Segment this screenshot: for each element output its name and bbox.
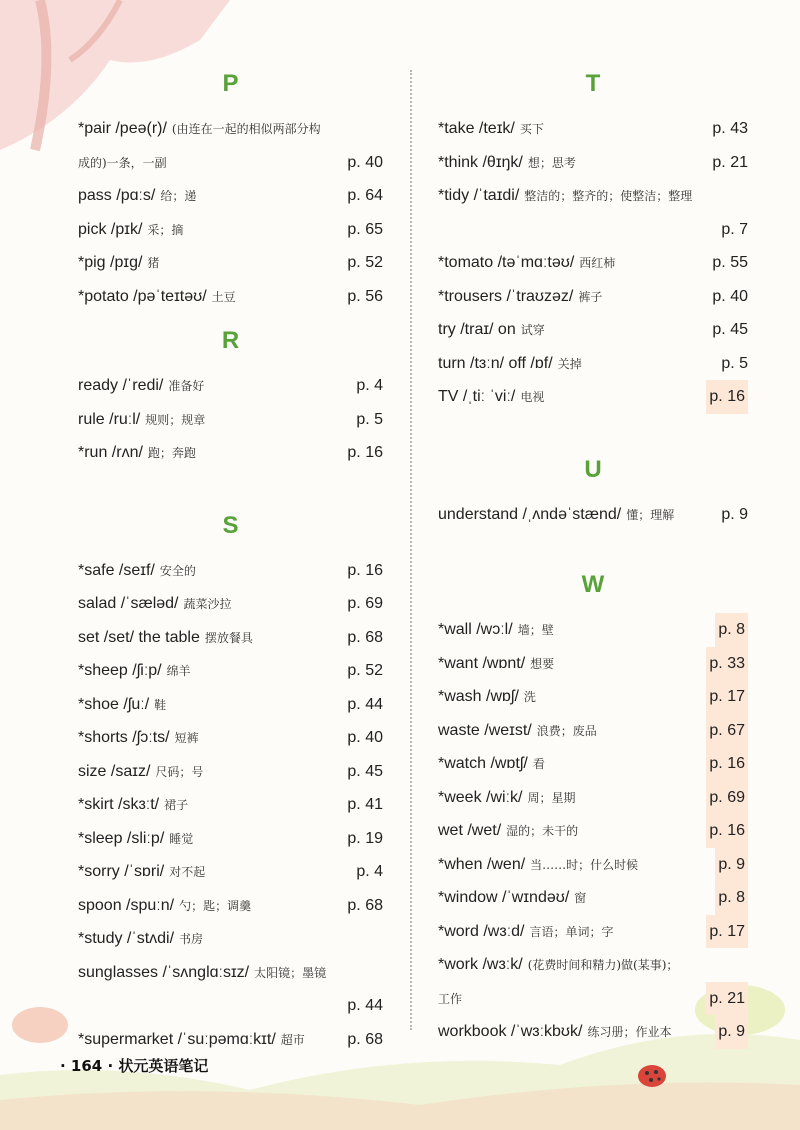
entry-meaning: 想要 [530,656,555,671]
entry-page: p. 16 [706,747,748,781]
entry-meaning: 安全的 [159,563,196,578]
entry-row [438,179,748,213]
entry-meaning: 整洁的；整齐的；使整洁；整理 [524,189,693,203]
entry-page: p. 40 [712,287,748,305]
entry-page: p. 68 [347,1030,383,1048]
entry-word: waste /weɪst/ [438,721,532,739]
entry-meaning: 尺码；号 [155,764,204,779]
entry-row [438,380,748,414]
entry-row [438,814,748,848]
entry-word: spoon /spuːn/ [78,896,175,914]
entry-word: *when /wen/ [438,855,526,873]
entry-meaning: 给；递 [160,189,197,203]
entry-page: p. 9 [715,1015,748,1049]
entry-page: p. 16 [706,814,748,848]
entry-row [438,112,748,146]
section-p [78,70,383,313]
entry-word: *supermarket /ˈsuːpəmɑːkɪt/ [78,1030,276,1048]
entry-row [78,146,383,180]
entry-page: p. 41 [347,796,383,813]
entry-page: p. 9 [715,848,748,882]
entry-meaning: 太阳镜；墨镜 [254,965,327,980]
section-letter: W [581,571,605,598]
entry-meaning: 浪费；废品 [536,723,597,738]
entry-row [438,982,748,1016]
entry-word: *run /rʌn/ [78,444,143,461]
entry-word: wet /wet/ [438,822,502,839]
entry-page: p. 4 [356,863,383,880]
entry-meaning: (花费时间和精力)做(某事)； [527,958,679,972]
entry-word: workbook /ˈwɜːkbʊk/ [438,1023,583,1040]
entry-row [438,680,748,714]
left-column [78,70,383,1056]
entry-meaning: 看 [532,757,545,771]
entry-row [438,647,748,681]
entry-meaning: 猪 [147,256,160,270]
entry-word: set /set/ the table [78,628,200,646]
entry-page: p. 21 [712,153,748,171]
entry-meaning: 裙子 [164,798,189,812]
entry-row [78,621,383,655]
entry-meaning: 买下 [519,122,544,136]
entry-meaning: 言语；单词；字 [529,924,614,939]
entry-page: p. 33 [706,647,748,681]
entry-page: p. 17 [706,680,748,714]
section-letter: U [584,455,602,483]
entry-word: *wash /wɒʃ/ [438,688,519,705]
ladybug-icon [636,1062,668,1088]
entry-page: p. 69 [347,595,383,612]
entry-meaning: 绵羊 [166,664,191,678]
entry-row [78,179,383,213]
entry-row [438,747,748,781]
entry-page: p. 45 [347,762,383,780]
entry-row [78,369,383,403]
entry-meaning: 当……时；什么时候 [530,857,639,872]
entry-page: p. 5 [721,354,748,372]
entry-meaning: 电视 [520,390,545,404]
entry-page: p. 8 [715,613,748,647]
entry-meaning: 周；星期 [527,790,576,805]
entry-meaning: 土豆 [211,289,236,304]
entry-page: p. 64 [347,187,383,204]
entry-meaning: 准备好 [168,379,205,393]
entry-meaning: 超市 [280,1032,305,1047]
entry-meaning: 书房 [179,932,204,946]
entry-page: p. 7 [721,220,748,238]
entry-page: p. 55 [712,254,748,271]
entry-word: try /traɪ/ on [438,321,516,338]
entry-page: p. 43 [712,120,748,137]
entry-word: *sheep /ʃiːp/ [78,662,162,679]
entry-page: p. 21 [706,982,748,1016]
entry-meaning: 练习册；作业本 [587,1025,672,1039]
entry-page: p. 52 [347,662,383,679]
entry-row [438,948,748,982]
column-divider [410,70,412,1030]
entry-row [438,280,748,314]
entry-page: p. 40 [347,153,383,171]
entry-meaning: 成的)一条，一副 [78,155,167,170]
entry-page: p. 52 [347,254,383,271]
entry-row [438,881,748,915]
entry-meaning: 关掉 [557,356,582,371]
entry-row [438,1015,748,1049]
section-r [78,327,383,470]
entry-meaning: 工作 [438,991,463,1006]
entry-word: *think /θɪŋk/ [438,153,523,171]
entry-word: *take /teɪk/ [438,120,515,137]
entry-page: p. 9 [721,505,748,523]
entry-meaning: 短裤 [174,731,199,745]
entry-meaning: 想；思考 [527,155,576,170]
entry-meaning: (由连在一起的相似两部分构 [171,122,321,136]
entry-row [438,498,748,532]
entry-row [78,654,383,688]
entry-meaning: 洗 [523,690,536,704]
entry-page: p. 40 [347,729,383,746]
entry-meaning: 窗 [574,891,587,905]
entry-word: *pig /pɪg/ [78,254,143,271]
entry-page: p. 4 [356,377,383,394]
entry-row [78,246,383,280]
entry-row [78,788,383,822]
entry-word: ready /ˈredi/ [78,377,164,394]
entry-row [78,688,383,722]
entry-row [78,922,383,956]
entry-word: *trousers /ˈtraʊzəz/ [438,287,574,305]
entry-row [78,554,383,588]
entry-meaning: 采；摘 [147,222,184,237]
entry-word: *window /ˈwɪndəʊ/ [438,889,570,906]
section-letter: T [585,70,601,97]
entry-word: size /saɪz/ [78,762,151,780]
entry-meaning: 蔬菜沙拉 [183,597,232,611]
entry-row [438,213,748,247]
entry-page: p. 16 [706,380,748,414]
entry-page: p. 65 [347,220,383,238]
entry-word: *pair /peə(r)/ [78,120,167,137]
entry-word: pass /pɑːs/ [78,187,156,204]
entry-word: *work /wɜːk/ [438,956,523,973]
entry-page: p. 68 [347,896,383,914]
entry-page: p. 44 [347,695,383,713]
entry-row [78,112,383,146]
entry-word: rule /ruːl/ [78,410,141,428]
entry-word: *word /wɜːd/ [438,922,525,940]
entry-word: *want /wɒnt/ [438,654,526,672]
entry-page: p. 69 [706,781,748,815]
entry-meaning: 裤子 [578,289,603,304]
entry-word: *tomato /təˈmɑːtəʊ/ [438,254,575,271]
entry-word: *sorry /ˈsɒri/ [78,863,165,880]
section-letter: R [221,327,240,354]
entry-row [438,915,748,949]
entry-row [78,403,383,437]
entry-page: p. 44 [347,997,383,1014]
entry-row [438,347,748,381]
entry-word: *tidy /ˈtaɪdi/ [438,187,520,204]
entry-row [78,855,383,889]
entry-row [78,436,383,470]
entry-page: p. 67 [706,714,748,748]
entry-word: *study /ˈstʌdi/ [78,930,175,947]
entry-word: *week /wiːk/ [438,788,523,806]
entry-word: salad /ˈsæləd/ [78,595,179,612]
entry-row [78,1023,383,1057]
entry-word: *skirt /skɜːt/ [78,796,160,813]
entry-row [438,781,748,815]
entry-meaning: 勺；匙；调羹 [179,898,252,913]
entry-row [78,889,383,923]
entry-page: p. 8 [715,881,748,915]
entry-word: turn /tɜːn/ off /ɒf/ [438,354,553,372]
section-w [438,571,748,1049]
entry-word: *watch /wɒtʃ/ [438,755,528,772]
entry-page: p. 16 [347,561,383,579]
entry-row [78,280,383,314]
entry-row [78,956,383,990]
entry-page: p. 5 [356,410,383,428]
right-column [438,70,748,1049]
entry-meaning: 规则；规章 [145,412,206,427]
entry-meaning: 摆放餐具 [204,630,253,645]
entry-page: p. 19 [347,829,383,847]
entry-row [438,613,748,647]
entry-word: *safe /seɪf/ [78,561,155,579]
entry-row [438,146,748,180]
entry-word: *shoe /ʃuː/ [78,695,150,713]
entry-row [78,755,383,789]
entry-row [438,313,748,347]
entry-row [78,587,383,621]
entry-row [78,822,383,856]
entry-meaning: 对不起 [169,865,206,879]
entry-meaning: 墙；壁 [517,623,554,637]
entry-word: *sleep /sliːp/ [78,829,165,847]
entry-row [78,989,383,1023]
entry-row [438,714,748,748]
entry-meaning: 鞋 [154,697,167,712]
section-s [78,512,383,1057]
entry-word: *potato /pəˈteɪtəʊ/ [78,287,207,305]
section-letter: S [222,511,239,539]
entry-row [78,213,383,247]
entry-page: p. 56 [347,287,383,305]
entry-page: p. 45 [712,321,748,338]
page-footer: · 164 · 状元英语笔记 [60,1057,209,1075]
entry-row [438,848,748,882]
entry-word: pick /pɪk/ [78,220,143,238]
section-t [438,70,748,414]
entry-meaning: 西红柿 [579,256,616,270]
entry-meaning: 试穿 [520,323,545,337]
entry-row [438,246,748,280]
section-u [438,456,748,532]
entry-page: p. 68 [347,628,383,646]
entry-word: *wall /wɔːl/ [438,621,513,638]
entry-page: p. 17 [706,915,748,949]
entry-meaning: 懂；理解 [626,507,675,522]
entry-word: TV /ˌtiː ˈviː/ [438,388,516,405]
entry-row [78,721,383,755]
entry-meaning: 跑；奔跑 [147,446,196,460]
entry-meaning: 睡觉 [169,831,194,846]
entry-meaning: 湿的；未干的 [506,824,579,838]
entry-word: understand /ˌʌndəˈstænd/ [438,505,622,523]
entry-word: *shorts /ʃɔːts/ [78,729,170,746]
entry-page: p. 16 [347,444,383,461]
entry-word: sunglasses /ˈsʌnglɑːsɪz/ [78,963,250,981]
section-letter: P [222,70,239,97]
